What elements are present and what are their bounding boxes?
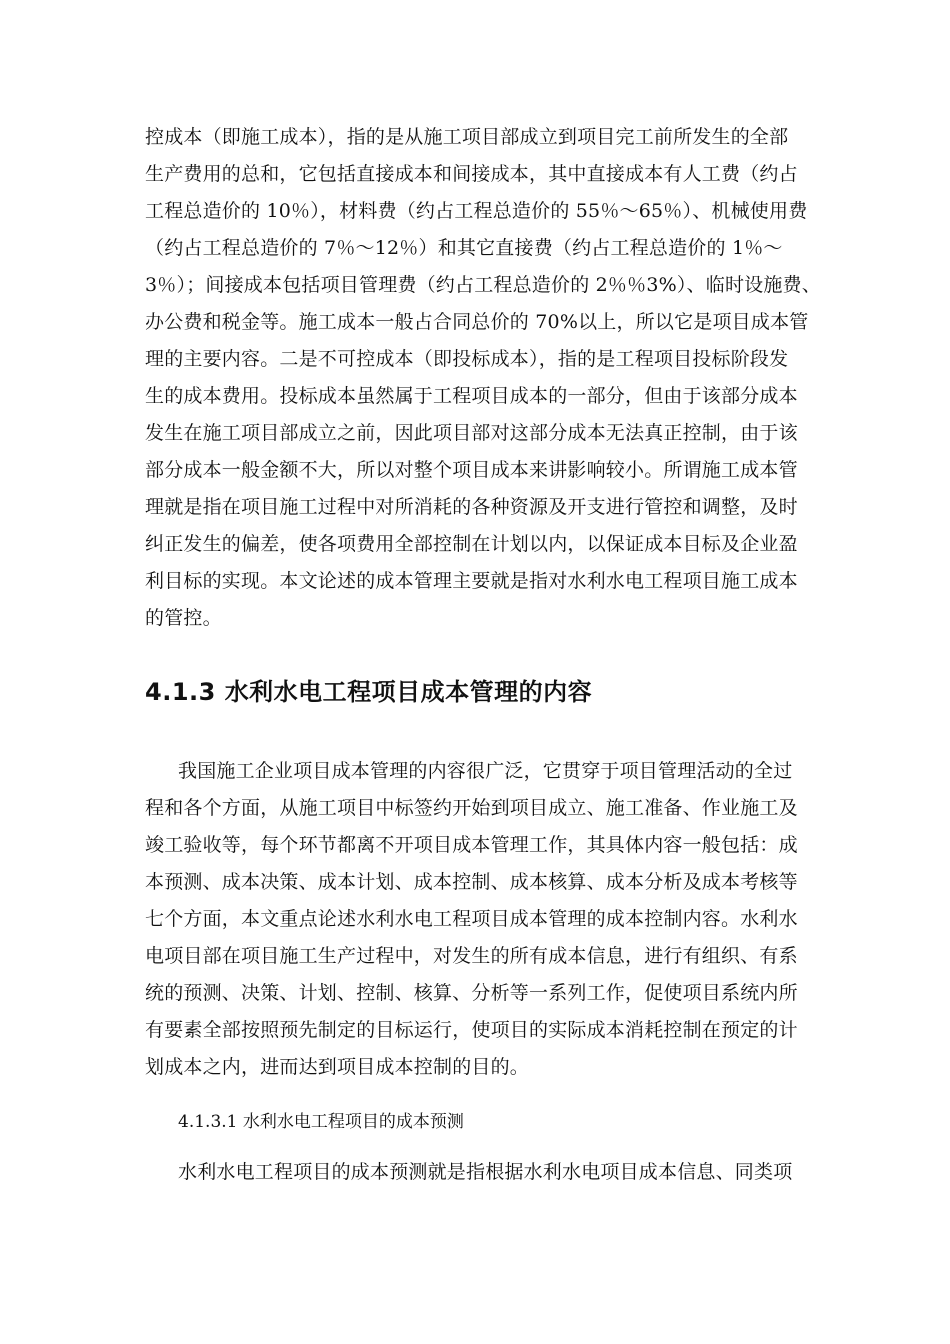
text-line: （约占工程总造价的 7％～12％）和其它直接费（约占工程总造价的 1％～	[145, 237, 783, 259]
text-line: 发生在施工项目部成立之前，因此项目部对这部分成本无法真正控制，由于该	[145, 422, 798, 444]
text-line: 工程总造价的 10％），材料费（约占工程总造价的 55％～65％）、机械使用费	[145, 200, 808, 222]
text-line: 办公费和税金等。施工成本一般占合同总价的 70%以上，所以它是项目成本管	[145, 311, 809, 333]
text-line: 纠正发生的偏差，使各项费用全部控制在计划以内，以保证成本目标及企业盈	[145, 533, 798, 555]
text-line: 理的主要内容。二是不可控成本（即投标成本），指的是工程项目投标阶段发	[145, 348, 789, 370]
text-line: 七个方面，本文重点论述水利水电工程项目成本管理的成本控制内容。水利水	[145, 908, 798, 930]
text-line: 控成本（即施工成本），指的是从施工项目部成立到项目完工前所发生的全部	[145, 126, 789, 148]
text-line: 水利水电工程项目的成本预测就是指根据水利水电项目成本信息、同类项	[178, 1161, 793, 1183]
text-line: 部分成本一般金额不大，所以对整个项目成本来讲影响较小。所谓施工成本管	[145, 459, 798, 481]
text-line: 程和各个方面，从施工项目中标签约开始到项目成立、施工准备、作业施工及	[145, 797, 798, 819]
text-line: 理就是指在项目施工过程中对所消耗的各种资源及开支进行管控和调整，及时	[145, 496, 798, 518]
text-line: 我国施工企业项目成本管理的内容很广泛，它贯穿于项目管理活动的全过	[178, 760, 793, 782]
subsection-heading: 4.1.3.1 水利水电工程项目的成本预测	[178, 1112, 464, 1132]
text-line: 3％）；间接成本包括项目管理费（约占工程总造价的 2％％3%）、临时设施费、	[145, 274, 821, 296]
text-line: 统的预测、决策、计划、控制、核算、分析等一系列工作，促使项目系统内所	[145, 982, 798, 1004]
text-line: 生的成本费用。投标成本虽然属于工程项目成本的一部分，但由于该部分成本	[145, 385, 798, 407]
text-line: 的管控。	[145, 607, 222, 629]
text-line: 利目标的实现。本文论述的成本管理主要就是指对水利水电工程项目施工成本	[145, 570, 798, 592]
text-line: 电项目部在项目施工生产过程中，对发生的所有成本信息，进行有组织、有系	[145, 945, 798, 967]
text-line: 有要素全部按照预先制定的目标运行，使项目的实际成本消耗控制在预定的计	[145, 1019, 798, 1041]
text-line: 生产费用的总和，它包括直接成本和间接成本，其中直接成本有人工费（约占	[145, 163, 798, 185]
text-line: 竣工验收等，每个环节都离不开项目成本管理工作，其具体内容一般包括：成	[145, 834, 798, 856]
section-heading: 4.1.3 水利水电工程项目成本管理的内容	[145, 678, 593, 706]
text-line: 划成本之内，进而达到项目成本控制的目的。	[145, 1056, 530, 1078]
text-line: 本预测、成本决策、成本计划、成本控制、成本核算、成本分析及成本考核等	[145, 871, 798, 893]
